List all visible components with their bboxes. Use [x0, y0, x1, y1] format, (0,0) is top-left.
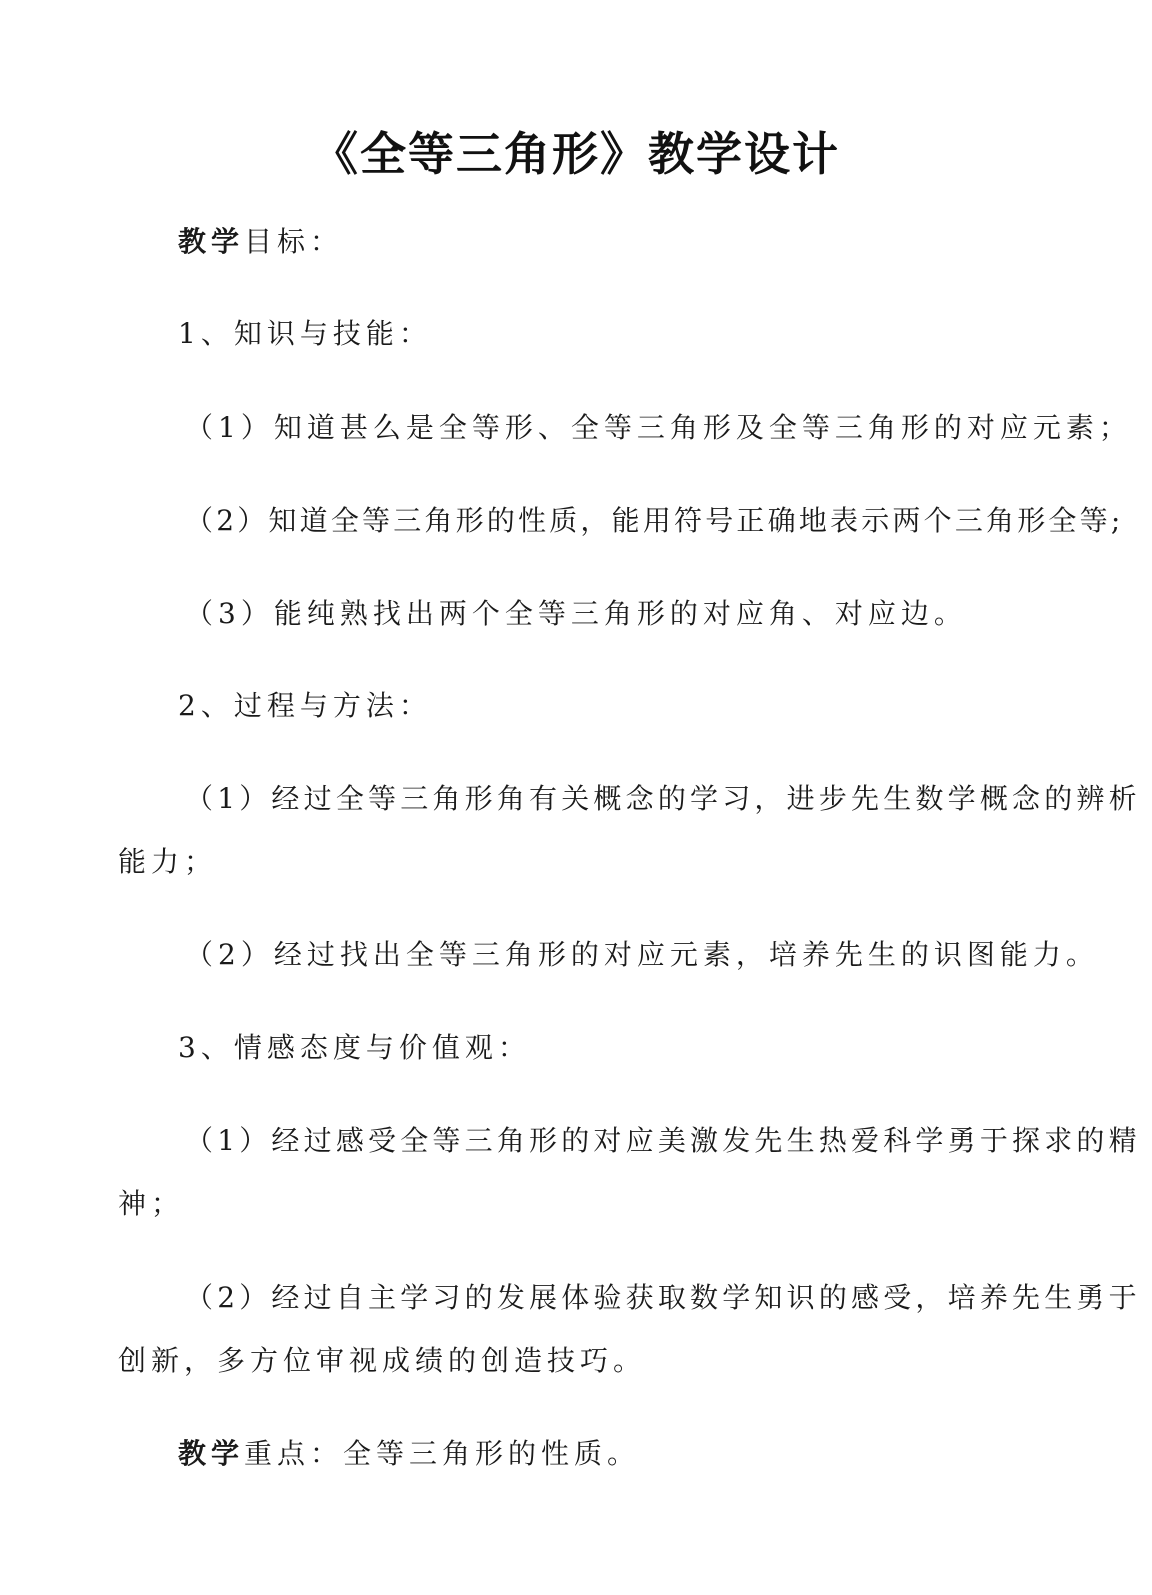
attitude-item-2-line-2: 创新，多方位审视成绩的创造技巧。	[118, 1344, 647, 1377]
knowledge-item-3: （3）能纯熟找出两个全等三角形的对应角、对应边。	[185, 597, 967, 630]
knowledge-item-2: （2）知道全等三角形的性质，能用符号正确地表示两个三角形全等;	[185, 504, 1124, 537]
objectives-heading-rest: 目标：	[244, 225, 344, 258]
document-title: 《全等三角形》教学设计	[312, 127, 840, 181]
key-point-label-bold: 教学	[178, 1437, 245, 1470]
attitude-item-2-line-1: （2）经过自主学习的发展体验获取数学知识的感受，培养先生勇于	[185, 1281, 1141, 1314]
key-point-label-rest: 重点：	[244, 1437, 344, 1470]
process-heading: 2、过程与方法：	[178, 689, 432, 722]
knowledge-item-1: （1）知道甚么是全等形、全等三角形及全等三角形的对应元素；	[185, 411, 1132, 444]
process-item-1-line-1: （1）经过全等三角形角有关概念的学习，进步先生数学概念的辨析	[185, 782, 1141, 815]
process-item-2: （2）经过找出全等三角形的对应元素，培养先生的识图能力。	[185, 938, 1099, 971]
key-point	[178, 1436, 640, 1472]
key-point-text: 全等三角形的性质。	[343, 1437, 641, 1470]
objectives-heading	[178, 224, 343, 260]
knowledge-heading: 1、知识与技能：	[178, 317, 432, 350]
attitude-item-1-line-2: 神；	[118, 1187, 185, 1220]
attitude-item-1-line-1: （1）经过感受全等三角形的对应美激发先生热爱科学勇于探求的精	[185, 1124, 1141, 1157]
objectives-heading-bold: 教学	[178, 225, 245, 258]
process-item-1-line-2: 能力；	[118, 845, 218, 878]
attitude-heading: 3、情感态度与价值观：	[178, 1031, 531, 1064]
